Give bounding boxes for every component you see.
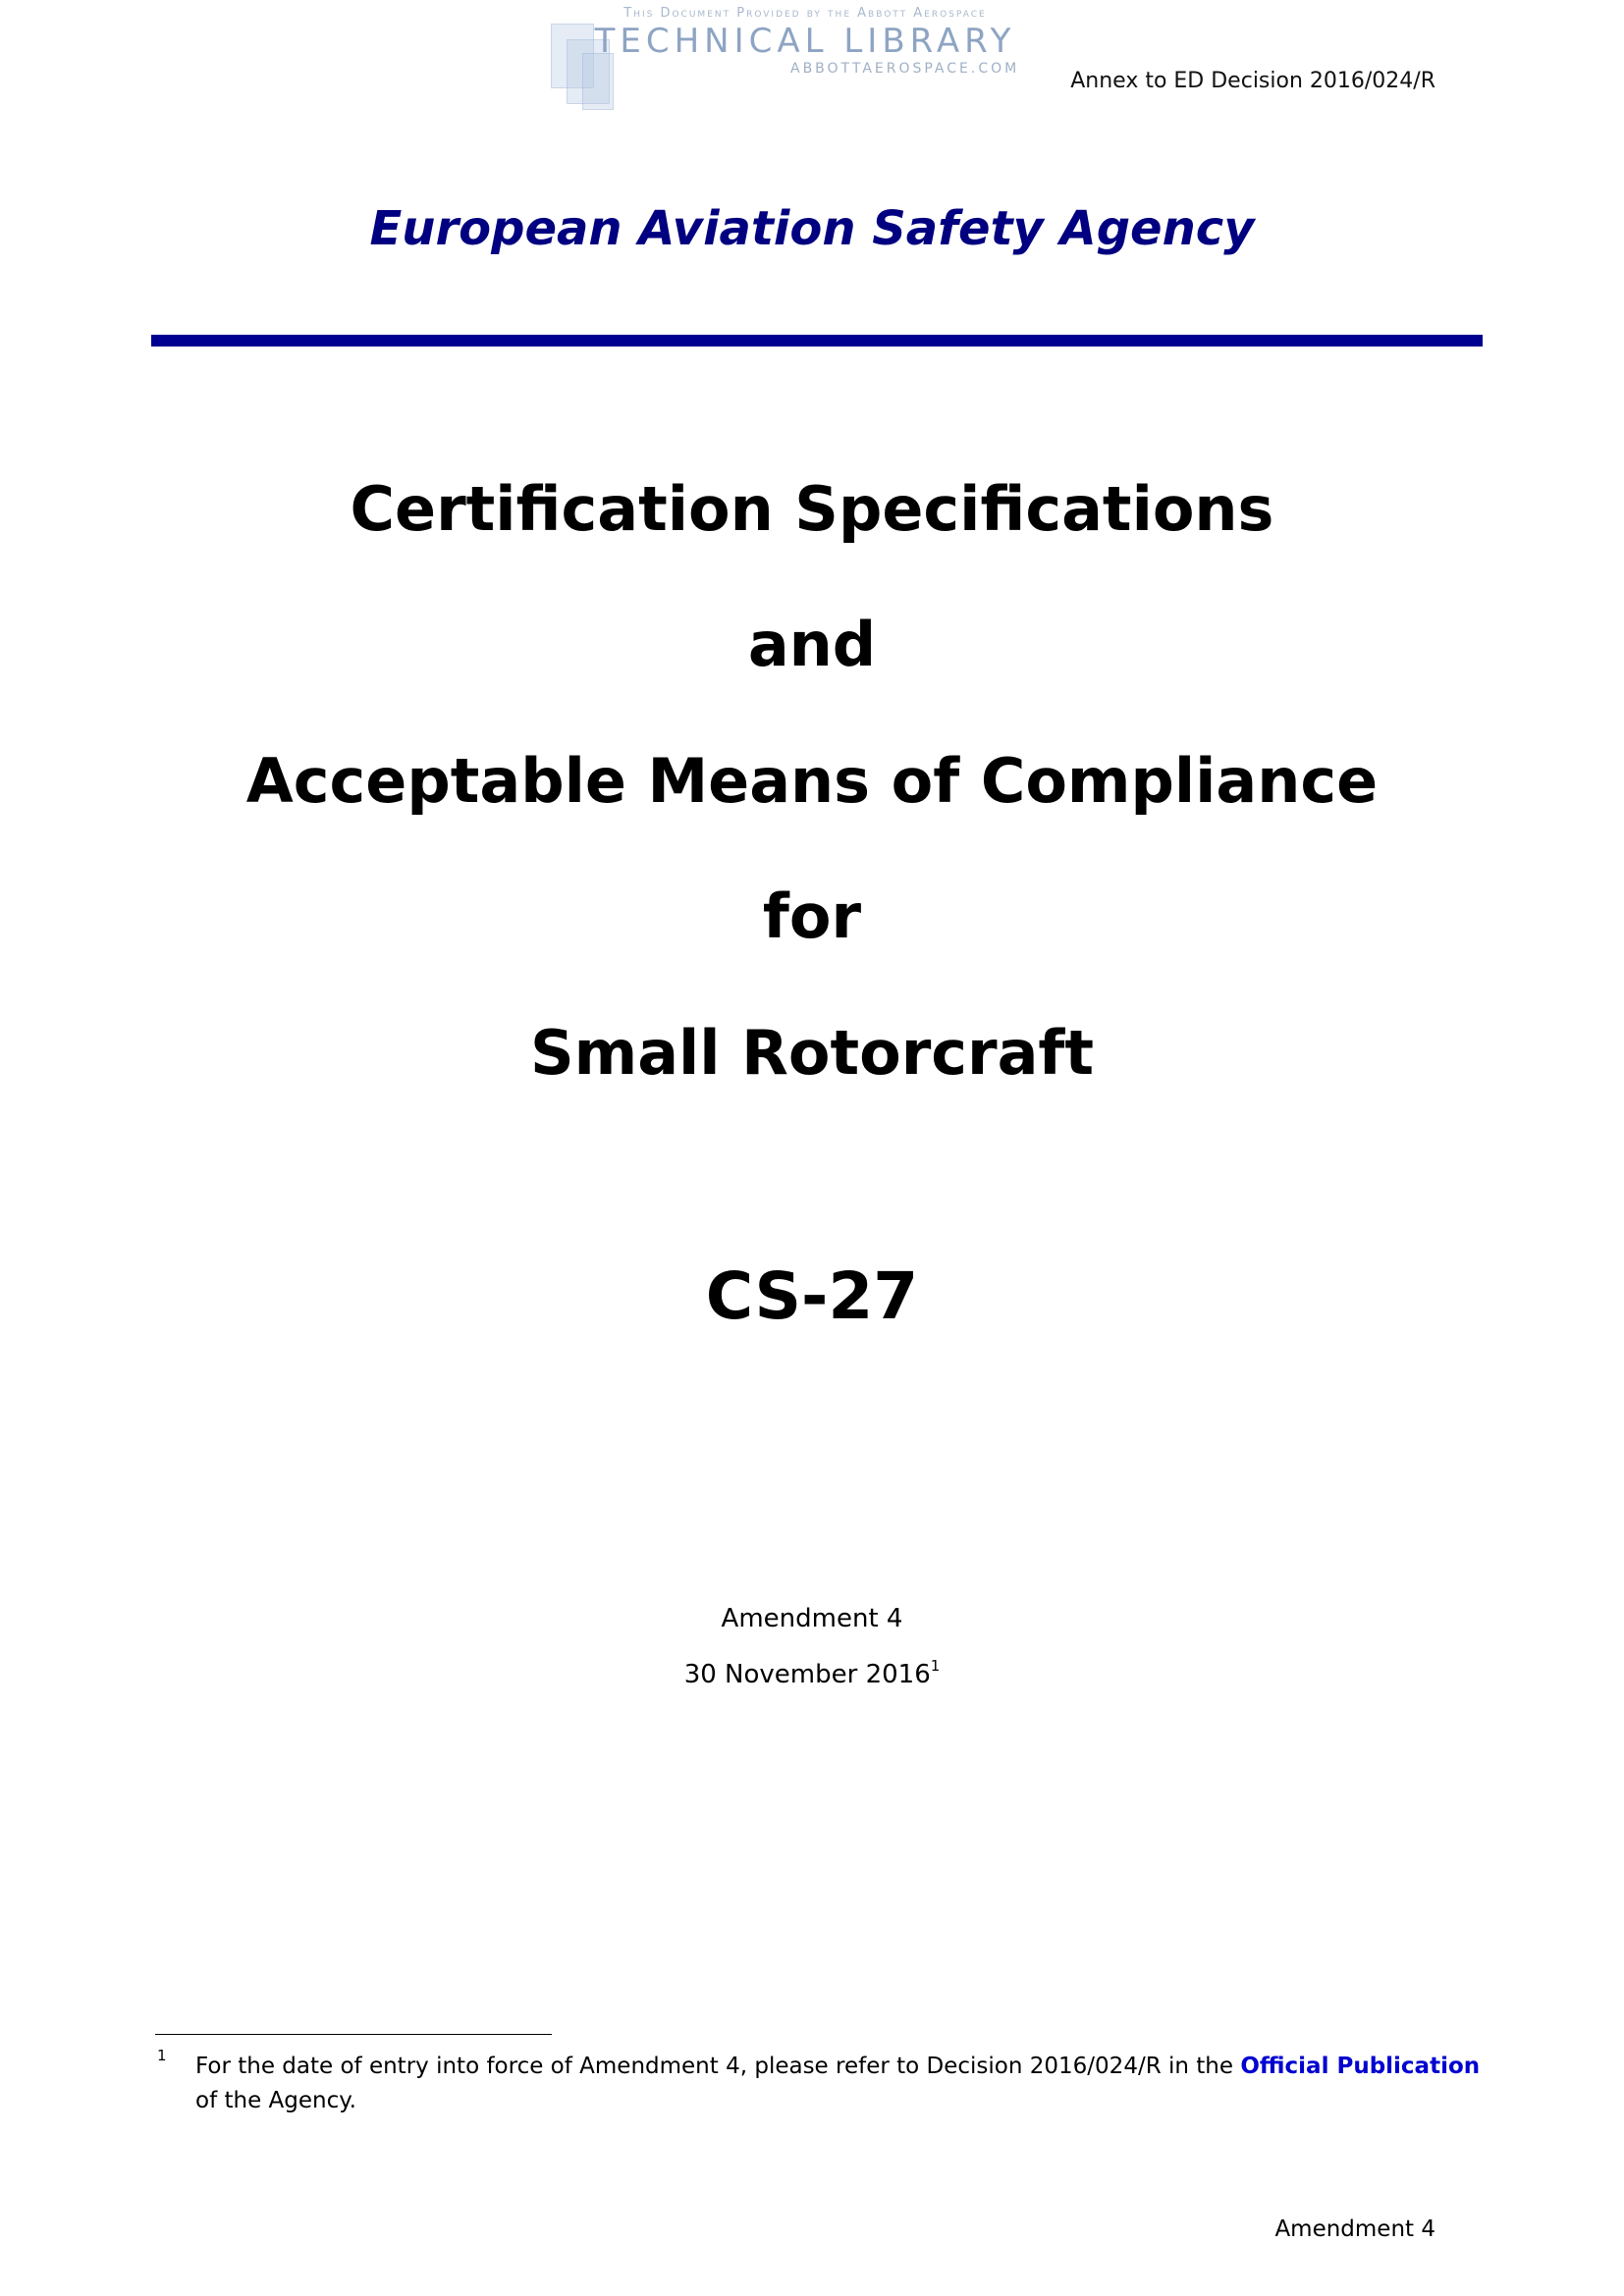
- footer-amendment: Amendment 4: [1274, 2216, 1435, 2242]
- watermark-technical-library: TECHNICAL LIBRARY: [594, 22, 1016, 61]
- abbott-technical-library-watermark: [545, 4, 1065, 114]
- amendment-date-line: [0, 1657, 1624, 1689]
- title-line-2: and: [747, 609, 877, 680]
- official-publication-link[interactable]: Official Publication: [1240, 2054, 1481, 2079]
- title-line-1: Certification Specifications: [350, 473, 1274, 545]
- header-annex-reference: Annex to ED Decision 2016/024/R: [1070, 69, 1435, 93]
- footnote-reference[interactable]: 1: [930, 1657, 941, 1675]
- watermark-tile: [582, 53, 614, 110]
- title-divider-rule: [151, 335, 1483, 347]
- document-code: CS-27: [705, 1258, 919, 1334]
- title-line-4: for: [762, 881, 862, 952]
- watermark-url: ABBOTTAEROSPACE.COM: [790, 61, 1020, 77]
- footnote-text-before: For the date of entry into force of Amendment 4, please refer to Decision 2016/024/R in the: [195, 2054, 1241, 2079]
- amendment-label: Amendment 4: [721, 1604, 903, 1633]
- amendment-date: 30 November 2016: [683, 1660, 931, 1689]
- footnote-text-after: of the Agency.: [195, 2088, 356, 2113]
- title-line-5: Small Rotorcraft: [529, 1017, 1095, 1089]
- watermark-provided-by: This Document Provided by the Abbott Aerospace: [623, 6, 987, 21]
- footnote-separator: [155, 2034, 552, 2035]
- footnote-text: [195, 2050, 1491, 2118]
- title-line-3: Acceptable Means of Compliance: [245, 745, 1379, 817]
- agency-name: European Aviation Safety Agency: [369, 201, 1255, 256]
- footnote-mark: 1: [157, 2047, 167, 2064]
